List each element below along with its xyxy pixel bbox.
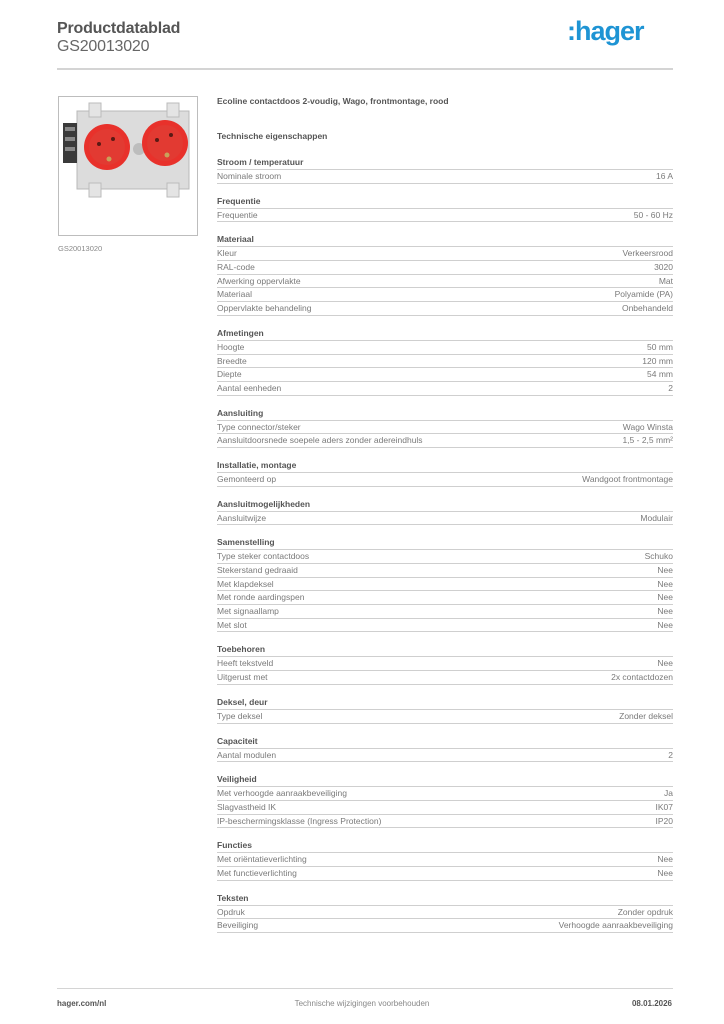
spec-row	[217, 787, 673, 801]
spec-row	[217, 288, 673, 302]
spec-value: Onbehandeld	[621, 303, 673, 314]
spec-row	[217, 867, 673, 881]
spec-section	[217, 736, 673, 763]
spec-value: Nee	[657, 658, 673, 669]
spec-value: Nee	[657, 578, 673, 589]
product-description: Ecoline contactdoos 2-voudig, Wago, frontmontage, rood	[217, 96, 449, 106]
spec-section	[217, 499, 673, 526]
spec-section	[217, 537, 673, 632]
spec-value: 16 A	[655, 171, 673, 181]
spec-row	[217, 619, 673, 633]
spec-row	[217, 605, 673, 619]
section-title: Materiaal	[217, 234, 673, 247]
section-title: Afmetingen	[217, 328, 673, 341]
spec-label: Beveiliging	[217, 920, 259, 931]
spec-sections	[217, 157, 673, 933]
spec-label: Met signaallamp	[217, 606, 279, 617]
section-title: Capaciteit	[217, 736, 673, 749]
spec-section	[217, 893, 673, 933]
spec-row	[217, 355, 673, 369]
section-title: Functies	[217, 840, 673, 853]
spec-value: 2x contactdozen	[611, 672, 673, 683]
spec-label: Afwerking oppervlakte	[217, 275, 301, 286]
spec-label: IP-beschermingsklasse (Ingress Protection)	[217, 815, 382, 826]
footer-disclaimer: Technische wijzigingen voorbehouden	[294, 999, 430, 1008]
spec-section	[217, 408, 673, 448]
spec-section	[217, 697, 673, 724]
spec-value: 50 - 60 Hz	[633, 209, 673, 220]
spec-row	[217, 261, 673, 275]
spec-value: Wago Winsta	[622, 421, 673, 432]
spec-label: Hoogte	[217, 341, 245, 352]
spec-row	[217, 421, 673, 435]
spec-row	[217, 434, 673, 448]
product-image	[58, 96, 198, 236]
spec-label: Oppervlakte behandeling	[217, 303, 312, 314]
spec-label: Aansluitwijze	[217, 512, 267, 523]
spec-value: 50 mm	[647, 341, 673, 352]
spec-section	[217, 840, 673, 880]
spec-label: Type steker contactdoos	[217, 551, 310, 562]
spec-section	[217, 157, 673, 184]
spec-label: Materiaal	[217, 289, 252, 300]
spec-label: Type connector/steker	[217, 421, 301, 432]
spec-section	[217, 774, 673, 828]
product-code: GS20013020	[57, 38, 150, 55]
spec-label: Slagvastheid IK	[217, 801, 277, 812]
spec-label: Met oriëntatieverlichting	[217, 854, 307, 865]
spec-value: IK07	[655, 801, 673, 812]
section-title: Samenstelling	[217, 537, 673, 550]
spec-label: Met klapdeksel	[217, 578, 274, 589]
footer-website-link[interactable]: hager.com/nl	[57, 999, 107, 1008]
spec-value: Zonder deksel	[619, 710, 673, 721]
section-title: Frequentie	[217, 196, 673, 209]
spec-label: Uitgerust met	[217, 672, 268, 683]
spec-row	[217, 247, 673, 261]
spec-value: Nee	[657, 867, 673, 878]
spec-label: Breedte	[217, 355, 247, 366]
spec-row	[217, 749, 673, 763]
spec-row	[217, 209, 673, 223]
spec-value: Wandgoot frontmontage	[582, 473, 673, 484]
spec-row	[217, 801, 673, 815]
spec-section	[217, 644, 673, 684]
main-content	[217, 96, 673, 933]
spec-label: Frequentie	[217, 209, 258, 220]
spec-row	[217, 815, 673, 829]
spec-label: Opdruk	[217, 906, 245, 917]
spec-row	[217, 170, 673, 184]
spec-value: Schuko	[644, 551, 673, 562]
spec-value: 1,5 - 2,5 mm²	[622, 435, 673, 446]
spec-row	[217, 906, 673, 920]
spec-label: Heeft tekstveld	[217, 658, 274, 669]
spec-row	[217, 578, 673, 592]
spec-label: Aantal modulen	[217, 749, 277, 760]
spec-row	[217, 671, 673, 685]
socket-outlet-image-icon	[59, 97, 198, 236]
hager-logo: :hager	[567, 16, 644, 46]
spec-row	[217, 919, 673, 933]
spec-row	[217, 657, 673, 671]
spec-value: Nee	[657, 606, 673, 617]
spec-value: Nee	[657, 565, 673, 575]
spec-value: Zonder opdruk	[617, 906, 673, 917]
spec-row	[217, 564, 673, 578]
spec-value: 2	[668, 382, 673, 393]
spec-row	[217, 368, 673, 382]
spec-value: 54 mm	[647, 369, 673, 380]
page-title: Productdatablad	[57, 20, 181, 37]
spec-value: Nee	[657, 619, 673, 630]
spec-label: Aantal eenheden	[217, 382, 282, 393]
header-divider	[57, 68, 673, 70]
spec-row	[217, 382, 673, 396]
spec-row	[217, 341, 673, 355]
footer-divider	[57, 988, 673, 989]
spec-value: Modulair	[640, 512, 673, 523]
spec-label: Met functieverlichting	[217, 867, 297, 878]
spec-value: 2	[668, 749, 673, 760]
spec-row	[217, 591, 673, 605]
section-title: Aansluitmogelijkheden	[217, 499, 673, 512]
spec-value: Mat	[658, 275, 673, 286]
section-title: Aansluiting	[217, 408, 673, 421]
section-title: Toebehoren	[217, 644, 673, 657]
spec-value: IP20	[655, 815, 673, 826]
spec-row	[217, 275, 673, 289]
spec-label: RAL-code	[217, 262, 255, 273]
technical-properties-heading: Technische eigenschappen	[217, 131, 328, 141]
image-caption: GS20013020	[58, 244, 103, 253]
spec-value: Verhoogde aanraakbeveiliging	[558, 920, 673, 931]
spec-row	[217, 710, 673, 724]
spec-value: Verkeersrood	[622, 248, 673, 259]
footer-date: 08.01.2026	[631, 999, 672, 1008]
section-title: Teksten	[217, 893, 673, 906]
spec-label: Kleur	[217, 248, 237, 259]
spec-row	[217, 853, 673, 867]
spec-section	[217, 460, 673, 487]
section-title: Stroom / temperatuur	[217, 157, 673, 170]
spec-value: 3020	[654, 262, 673, 273]
spec-row	[217, 473, 673, 487]
spec-label: Stekerstand gedraaid	[217, 565, 298, 575]
spec-label: Met verhoogde aanraakbeveiliging	[217, 788, 347, 799]
spec-row	[217, 512, 673, 526]
spec-section	[217, 196, 673, 223]
section-title: Installatie, montage	[217, 460, 673, 473]
spec-value: Ja	[664, 788, 673, 799]
spec-label: Met ronde aardingspen	[217, 592, 305, 603]
spec-row	[217, 550, 673, 564]
spec-label: Gemonteerd op	[217, 473, 277, 484]
spec-value: Nee	[657, 854, 673, 865]
spec-label: Diepte	[217, 369, 242, 380]
spec-section	[217, 234, 673, 315]
spec-label: Nominale stroom	[217, 171, 282, 181]
spec-row	[217, 302, 673, 316]
section-title: Veiligheid	[217, 774, 673, 787]
spec-value: Polyamide (PA)	[614, 289, 673, 300]
spec-section	[217, 328, 673, 396]
spec-label: Aansluitdoorsnede soepele aders zonder adereindhuls	[217, 435, 423, 446]
spec-value: Nee	[657, 592, 673, 603]
section-title: Deksel, deur	[217, 697, 673, 710]
spec-label: Type deksel	[217, 710, 263, 721]
spec-value: 120 mm	[642, 355, 673, 366]
spec-label: Met slot	[217, 619, 247, 630]
